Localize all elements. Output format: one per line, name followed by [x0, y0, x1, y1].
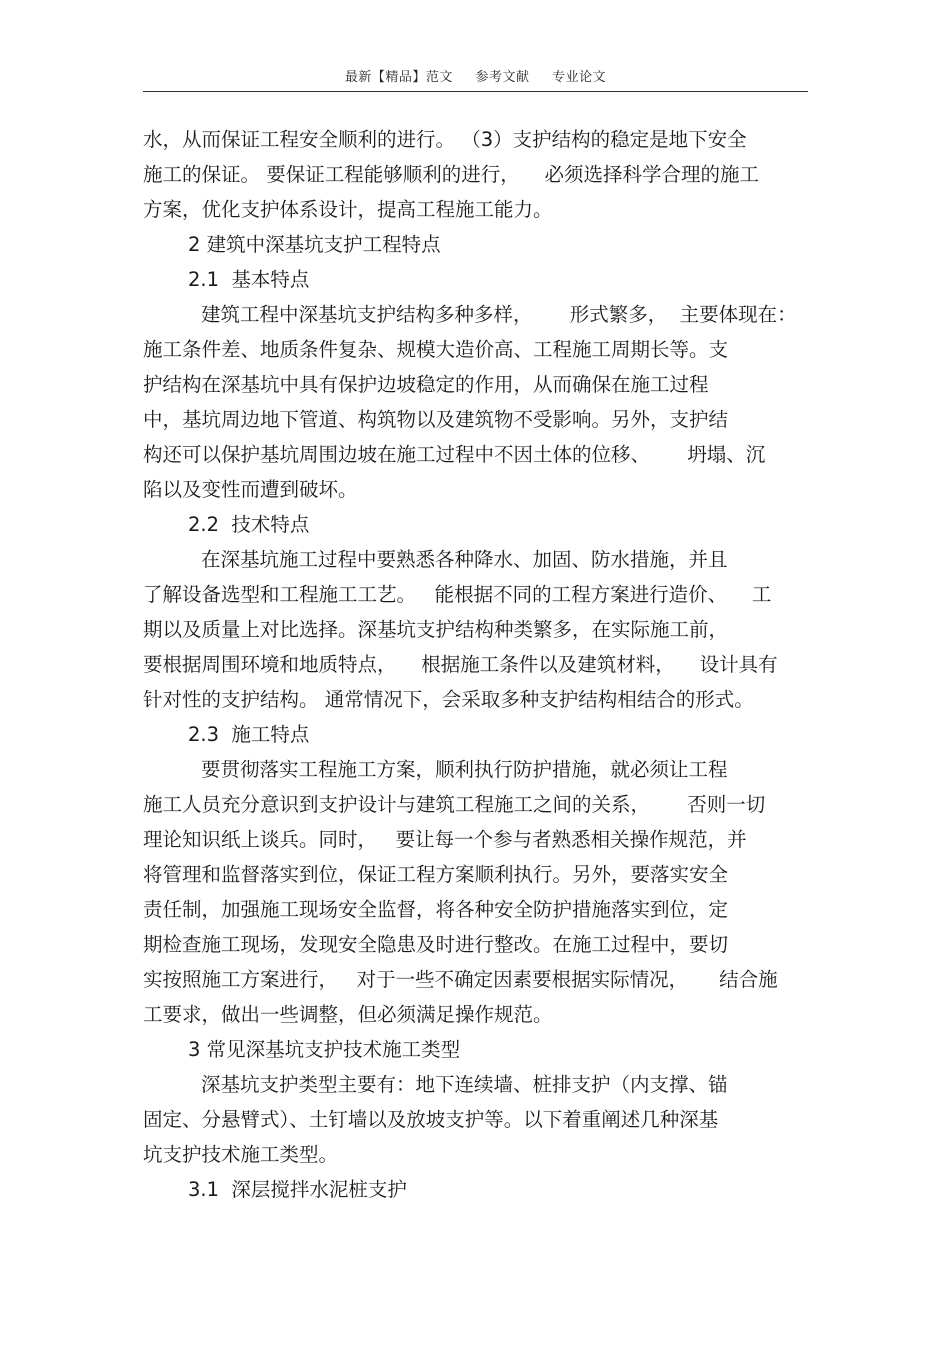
paragraph-line: 构还可以保护基坑周围边坡在施工过程中不因土体的位移、 坍塌、沉: [143, 443, 766, 466]
subsection-heading: 2.2 技术特点: [188, 513, 310, 536]
paragraph-line: 施工条件差、地质条件复杂、规模大造价高、工程施工周期长等。支: [143, 338, 729, 361]
paragraph-line: 深基坑支护类型主要有：地下连续墙、桩排支护（内支撑、锚: [201, 1073, 728, 1096]
paragraph-line: 理论知识纸上谈兵。同时， 要让每一个参与者熟悉相关操作规范，并: [143, 828, 747, 851]
paragraph-line: 了解设备选型和工程施工工艺。 能根据不同的工程方案进行造价、 工: [143, 583, 772, 606]
paragraph-line: 期以及质量上对比选择。深基坑支护结构种类繁多，在实际施工前，: [143, 618, 729, 641]
paragraph-line: 陷以及变性而遭到破坏。: [143, 478, 358, 501]
paragraph-line: 针对性的支护结构。 通常情况下，会采取多种支护结构相结合的形式。: [143, 688, 754, 711]
paragraph-line: 建筑工程中深基坑支护结构多种多样， 形式繁多， 主要体现在：: [201, 303, 797, 326]
paragraph-line: 要根据周围环境和地质特点， 根据施工条件以及建筑材料， 设计具有: [143, 653, 778, 676]
subsection-heading: 2.3 施工特点: [188, 723, 310, 746]
paragraph-line: 施工的保证。 要保证工程能够顺利的进行， 必须选择科学合理的施工: [143, 163, 759, 186]
header-item: 最新【精品】范文: [344, 70, 453, 85]
paragraph-line: 护结构在深基坑中具有保护边坡稳定的作用，从而确保在施工过程: [143, 373, 709, 396]
paragraph-line: 水，从而保证工程安全顺利的进行。 （3）支护结构的稳定是地下安全: [143, 128, 747, 151]
paragraph-line: 要贯彻落实工程施工方案，顺利执行防护措施，就必须让工程: [201, 758, 728, 781]
document-body: [143, 122, 808, 1207]
page-header: [143, 66, 808, 85]
paragraph-line: 责任制，加强施工现场安全监督，将各种安全防护措施落实到位，定: [143, 898, 729, 921]
paragraph-line: 期检查施工现场，发现安全隐患及时进行整改。在施工过程中，要切: [143, 933, 729, 956]
paragraph-line: 在深基坑施工过程中要熟悉各种降水、加固、防水措施，并且: [201, 548, 728, 571]
paragraph-line: 方案，优化支护体系设计，提高工程施工能力。: [143, 198, 553, 221]
paragraph-line: 中，基坑周边地下管道、构筑物以及建筑物不受影响。另外，支护结: [143, 408, 729, 431]
paragraph-line: 坑支护技术施工类型。: [143, 1143, 339, 1166]
subsection-heading: 3.1 深层搅拌水泥桩支护: [188, 1178, 407, 1201]
section-heading: 2 建筑中深基坑支护工程特点: [188, 233, 441, 256]
paragraph-line: 施工人员充分意识到支护设计与建筑工程施工之间的关系， 否则一切: [143, 793, 766, 816]
header-divider: [143, 91, 808, 92]
header-item: 专业论文: [552, 70, 607, 85]
paragraph-line: 工要求，做出一些调整，但必须满足操作规范。: [143, 1003, 553, 1026]
subsection-heading: 2.1 基本特点: [188, 268, 310, 291]
paragraph-line: 将管理和监督落实到位，保证工程方案顺利执行。另外，要落实安全: [143, 863, 729, 886]
section-heading: 3 常见深基坑支护技术施工类型: [188, 1038, 461, 1061]
header-item: 参考文献: [475, 70, 530, 85]
paragraph-line: 实按照施工方案进行， 对于一些不确定因素要根据实际情况， 结合施: [143, 968, 778, 991]
paragraph-line: 固定、分悬臂式）、土钉墙以及放坡支护等。以下着重阐述几种深基: [143, 1108, 719, 1131]
